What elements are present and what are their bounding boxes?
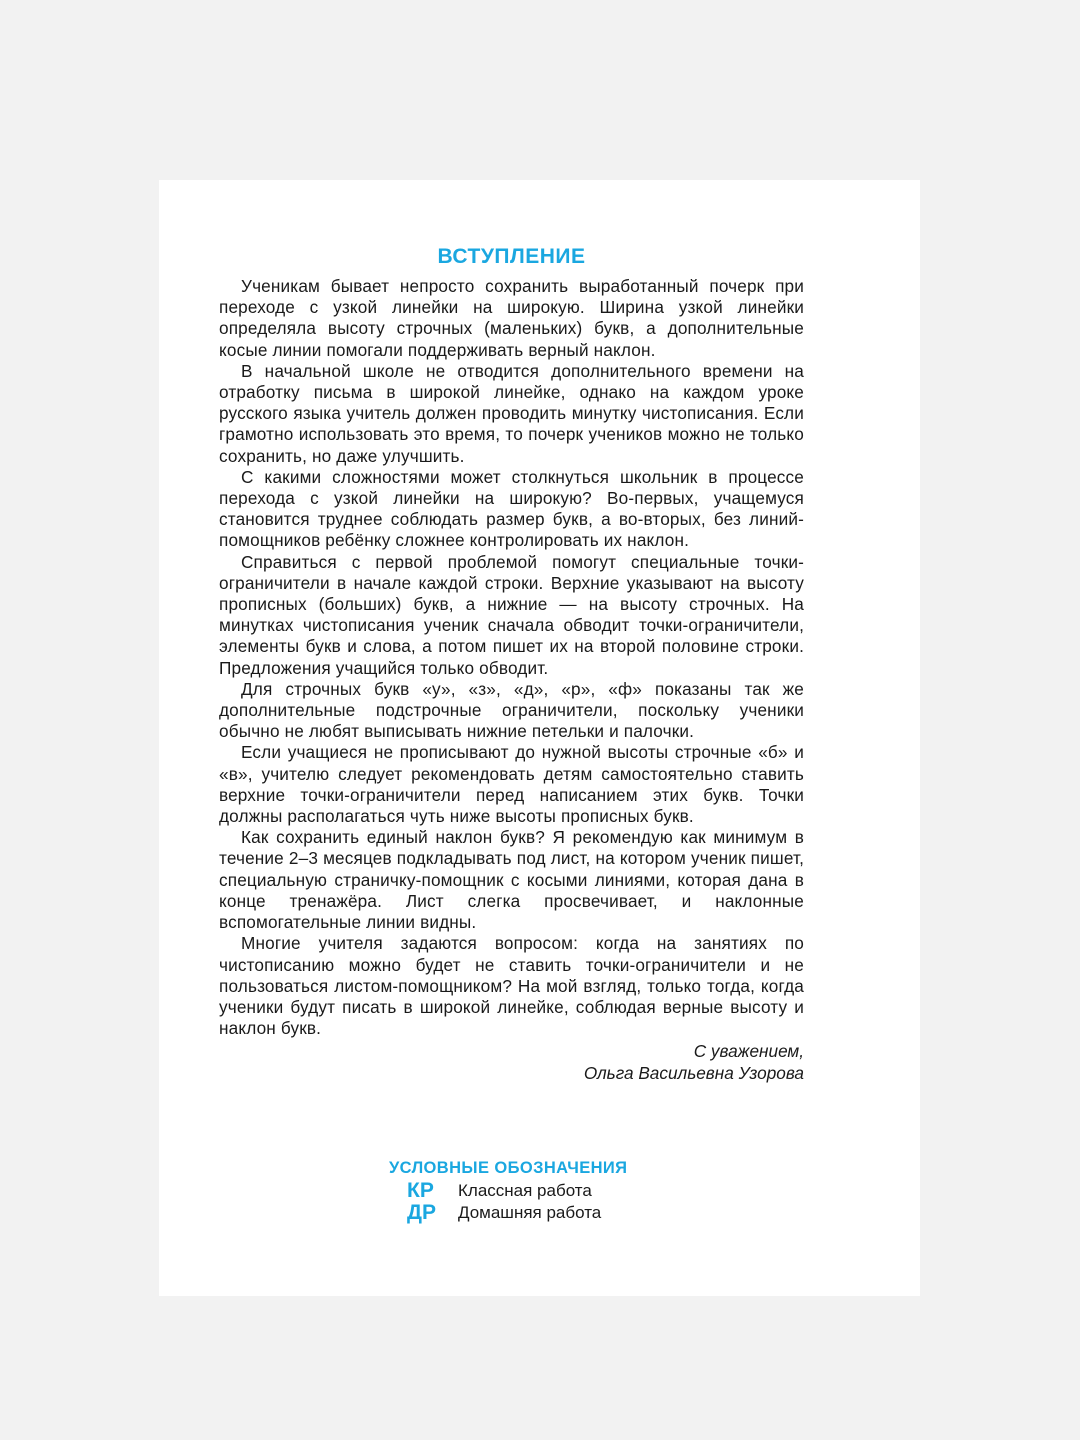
- signature-author: Ольга Васильевна Узорова: [583, 1062, 804, 1083]
- paragraph-2: В начальной школе не отводится дополнительного времени на отработку письма в широкой линейке, однако на каждом уроке русского языка учитель должен проводить минутку чистописания. Если грамотно использовать это время, то почерк учеников можно не только сохранить, но даже улучшить.: [219, 360, 804, 466]
- legend-abbr-classwork: КР: [407, 1179, 434, 1202]
- legend-item-classwork: [389, 1180, 627, 1202]
- page-content: [219, 244, 804, 1084]
- book-page: [159, 180, 920, 1296]
- legend-text-homework: Домашняя работа: [458, 1203, 602, 1222]
- paragraph-8: Многие учителя задаются вопросом: когда на занятиях по чистописанию можно будет не ставить точки-ограничители и не пользоваться листом-помощником? На мой взгляд, только тогда, когда ученики будут писать в широкой линейке, соблюдая верные высоту и наклон букв.: [219, 933, 804, 1039]
- paragraph-3: С какими сложностями может столкнуться школьник в процессе перехода с узкой линейки на широкую? Во-первых, учащемуся становится труднее соблюдать размер букв, а во-вторых, без линий-помощников ребёнку сложнее контролировать их наклон.: [219, 466, 804, 551]
- legend: [389, 1158, 627, 1224]
- paragraph-6: Если учащиеся не прописывают до нужной высоты строчные «б» и «в», учителю следует рекомендовать детям самостоятельно ставить верхние точки-ограничители перед написанием этих букв. Точки должны располагаться чуть ниже высоты прописных букв.: [219, 742, 804, 827]
- paragraph-4: Справиться с первой проблемой помогут специальные точки-ограничители в начале каждой строки. Верхние указывают на высоту прописных (больших) букв, а нижние — на высоту строчных. На минутках чистописания ученик сначала обводит точки-ограничители, элементы букв и слова, а потом пишет их на второй половине строки. Предложения учащийся только обводит.: [219, 551, 804, 678]
- legend-title: УСЛОВНЫЕ ОБОЗНАЧЕНИЯ: [389, 1159, 628, 1177]
- signature-greeting: С уважением,: [693, 1041, 804, 1062]
- paragraph-5: Для строчных букв «у», «з», «д», «р», «ф» показаны так же дополнительные подстрочные ограничители, поскольку ученики обычно не любят выписывать нижние петельки и палочки.: [219, 678, 804, 742]
- legend-item-homework: [389, 1202, 627, 1224]
- signature: [219, 1041, 804, 1084]
- paragraph-7: Как сохранить единый наклон букв? Я рекомендую как минимум в течение 2–3 месяцев подкладывать под лист, на котором ученик пишет, специальную страничку-помощник с косыми линиями, которая дана в конце тренажёра. Лист слегка просвечивает, и наклонные вспомогательные линии видны.: [219, 827, 804, 933]
- paragraph-1: Ученикам бывает непросто сохранить выработанный почерк при переходе с узкой линейки на широкую. Ширина узкой линейки определяла высоту строчных (маленьких) букв, а дополнительные косые линии помогали поддерживать верный наклон.: [219, 276, 804, 360]
- legend-text-classwork: Классная работа: [458, 1181, 592, 1200]
- page-title: ВСТУПЛЕНИЕ: [437, 245, 586, 268]
- legend-abbr-homework: ДР: [407, 1201, 436, 1224]
